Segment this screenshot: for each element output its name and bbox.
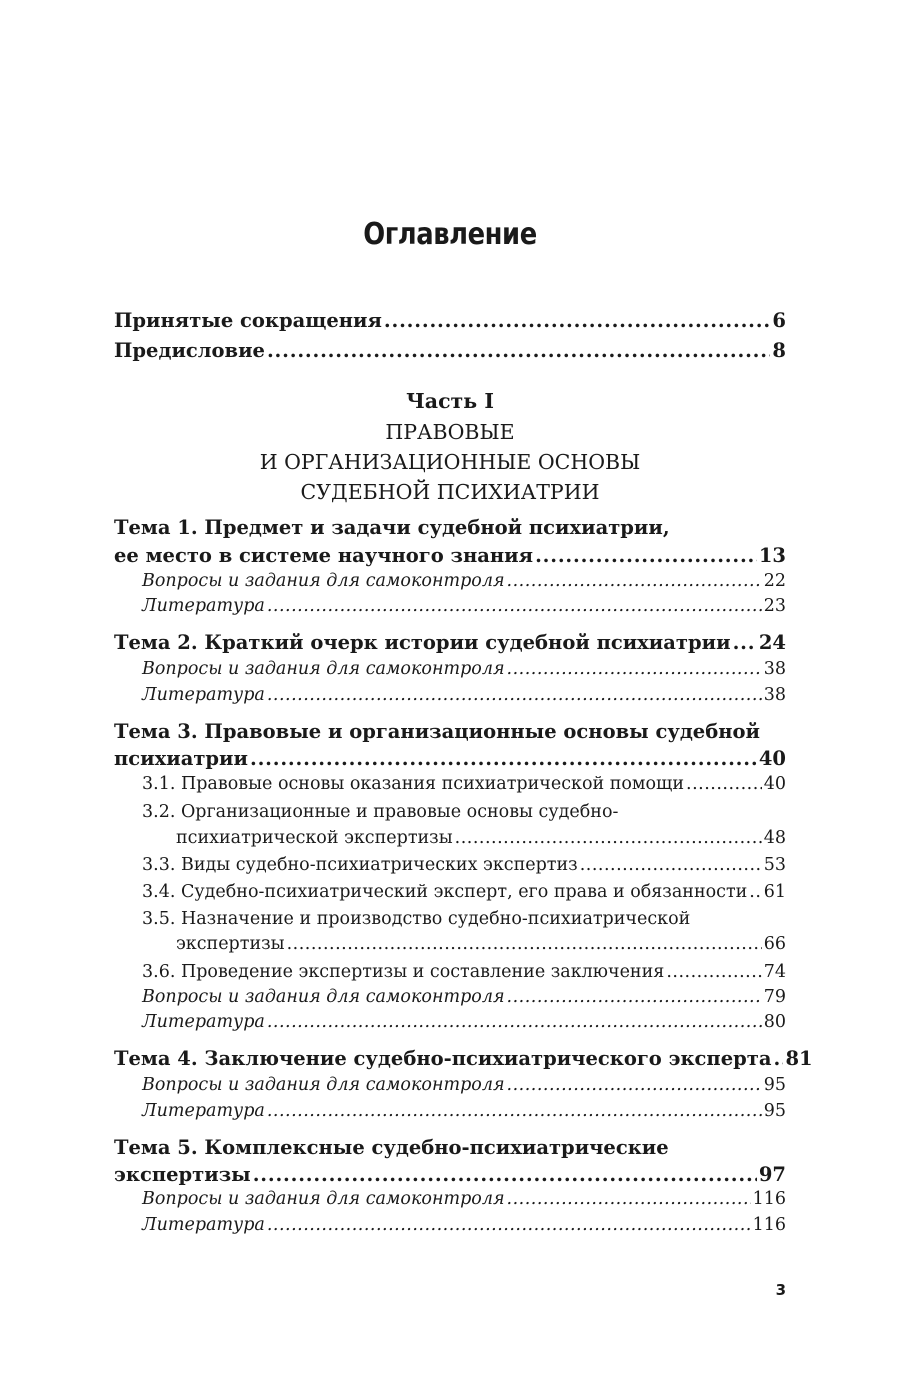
toc-entry-label: ее место в системе научного знания bbox=[114, 544, 534, 567]
section-3-5-title-line1[interactable]: 3.5. Назначение и производство судебно-психиатрической bbox=[142, 909, 691, 929]
toc-entry-label: Литература bbox=[142, 596, 265, 616]
page-title: Оглавление bbox=[363, 217, 537, 252]
toc-entry-topic-4-questions[interactable] bbox=[142, 1075, 786, 1095]
toc-entry-page: 8 bbox=[772, 339, 786, 362]
topic-5-title-line1[interactable]: Тема 5. Комплексные судебно-психиатрические bbox=[114, 1136, 669, 1159]
toc-entry-page: 95 bbox=[763, 1101, 786, 1121]
toc-entry-page: 22 bbox=[763, 571, 786, 591]
leader-dots bbox=[267, 1215, 751, 1235]
leader-dots bbox=[455, 828, 762, 848]
toc-entry-label: Тема 4. Заключение судебно-психиатрического эксперта bbox=[114, 1047, 772, 1070]
leader-dots bbox=[384, 309, 771, 332]
toc-entry-topic-5[interactable] bbox=[114, 1163, 786, 1186]
leader-dots bbox=[267, 596, 762, 616]
toc-entry-label: экспертизы bbox=[176, 934, 285, 954]
toc-entry-label: психиатрии bbox=[114, 747, 248, 770]
toc-entry-label: 3.1. Правовые основы оказания психиатрической помощи bbox=[142, 774, 684, 794]
section-3-2-title-line1[interactable]: 3.2. Организационные и правовые основы судебно- bbox=[142, 802, 619, 822]
leader-dots bbox=[535, 544, 757, 567]
toc-entry-page: 40 bbox=[758, 747, 786, 770]
toc-entry-section-3-4[interactable] bbox=[142, 882, 786, 902]
toc-entry-topic-1[interactable] bbox=[114, 544, 786, 567]
leader-dots bbox=[733, 631, 757, 654]
toc-entry-label: экспертизы bbox=[114, 1163, 251, 1186]
leader-dots bbox=[749, 882, 761, 902]
toc-entry-topic-3-literature[interactable] bbox=[142, 1012, 786, 1032]
leader-dots bbox=[580, 855, 762, 875]
toc-entry-page: 6 bbox=[772, 309, 786, 332]
toc-entry-label: Вопросы и задания для самоконтроля bbox=[142, 659, 505, 679]
topic-1-title-line1[interactable]: Тема 1. Предмет и задачи судебной психиатрии, bbox=[114, 516, 670, 539]
toc-entry-label: Вопросы и задания для самоконтроля bbox=[142, 1189, 505, 1209]
leader-dots bbox=[666, 962, 761, 982]
toc-entry-page: 40 bbox=[763, 774, 786, 794]
toc-entry-label: Литература bbox=[142, 1101, 265, 1121]
toc-entry-label: Вопросы и задания для самоконтроля bbox=[142, 571, 505, 591]
topic-3-title-line1[interactable]: Тема 3. Правовые и организационные основы судебной bbox=[114, 720, 760, 743]
toc-entry-page: 61 bbox=[763, 882, 786, 902]
toc-entry-page: 95 bbox=[763, 1075, 786, 1095]
toc-entry-topic-4-literature[interactable] bbox=[142, 1101, 786, 1121]
toc-entry-topic-2-literature[interactable] bbox=[142, 685, 786, 705]
toc-entry-page: 116 bbox=[752, 1189, 786, 1209]
leader-dots bbox=[507, 987, 762, 1007]
toc-entry-page: 23 bbox=[763, 596, 786, 616]
leader-dots bbox=[267, 1012, 762, 1032]
toc-entry-page: 53 bbox=[763, 855, 786, 875]
toc-entry-topic-3[interactable] bbox=[114, 747, 786, 770]
part-title-line: И ОРГАНИЗАЦИОННЫЕ ОСНОВЫ bbox=[259, 450, 641, 474]
toc-entry-section-3-1[interactable] bbox=[142, 774, 786, 794]
leader-dots bbox=[773, 1047, 783, 1070]
leader-dots bbox=[267, 339, 770, 362]
toc-entry-label: Тема 2. Краткий очерк истории судебной психиатрии bbox=[114, 631, 731, 654]
leader-dots bbox=[287, 934, 762, 954]
toc-entry-label: Литература bbox=[142, 1012, 265, 1032]
toc-entry-label: 3.4. Судебно-психиатрический эксперт, его права и обязанности bbox=[142, 882, 748, 902]
leader-dots bbox=[507, 571, 762, 591]
toc-entry-label: 3.6. Проведение экспертизы и составление заключения bbox=[142, 962, 665, 982]
toc-entry-preface[interactable] bbox=[114, 339, 786, 362]
toc-entry-topic-2[interactable] bbox=[114, 631, 786, 654]
toc-entry-topic-1-literature[interactable] bbox=[142, 596, 786, 616]
toc-entry-page: 38 bbox=[763, 685, 786, 705]
toc-entry-label: психиатрической экспертизы bbox=[176, 828, 453, 848]
toc-entry-section-3-5[interactable] bbox=[176, 934, 786, 954]
toc-entry-label: Вопросы и задания для самоконтроля bbox=[142, 1075, 505, 1095]
part-number: Часть I bbox=[406, 389, 494, 413]
toc-entry-topic-3-questions[interactable] bbox=[142, 987, 786, 1007]
part-title-line: ПРАВОВЫЕ bbox=[385, 420, 515, 444]
leader-dots bbox=[686, 774, 762, 794]
toc-entry-section-3-2[interactable] bbox=[176, 828, 786, 848]
toc-entry-page: 97 bbox=[758, 1163, 786, 1186]
toc-entry-label: Литература bbox=[142, 1215, 265, 1235]
toc-entry-topic-1-questions[interactable] bbox=[142, 571, 786, 591]
toc-entry-page: 48 bbox=[763, 828, 786, 848]
toc-entry-page: 24 bbox=[758, 631, 786, 654]
toc-entry-page: 74 bbox=[763, 962, 786, 982]
toc-entry-page: 66 bbox=[763, 934, 786, 954]
toc-entry-page: 13 bbox=[758, 544, 786, 567]
toc-entry-page: 81 bbox=[785, 1047, 813, 1070]
toc-entry-label: Литература bbox=[142, 685, 265, 705]
leader-dots bbox=[250, 747, 757, 770]
part-title-line: СУДЕБНОЙ ПСИХИАТРИИ bbox=[300, 480, 600, 504]
toc-entry-page: 79 bbox=[763, 987, 786, 1007]
toc-entry-label: Вопросы и задания для самоконтроля bbox=[142, 987, 505, 1007]
leader-dots bbox=[507, 659, 762, 679]
toc-entry-topic-4[interactable] bbox=[114, 1047, 813, 1070]
toc-entry-abbreviations[interactable] bbox=[114, 309, 786, 332]
leader-dots bbox=[507, 1075, 762, 1095]
toc-entry-page: 116 bbox=[752, 1215, 786, 1235]
toc-entry-page: 80 bbox=[763, 1012, 786, 1032]
leader-dots bbox=[507, 1189, 751, 1209]
leader-dots bbox=[267, 685, 762, 705]
toc-entry-topic-2-questions[interactable] bbox=[142, 659, 786, 679]
toc-entry-label: Предисловие bbox=[114, 339, 265, 362]
toc-entry-page: 38 bbox=[763, 659, 786, 679]
toc-entry-section-3-6[interactable] bbox=[142, 962, 786, 982]
toc-entry-label: Принятые сокращения bbox=[114, 309, 382, 332]
leader-dots bbox=[253, 1163, 757, 1186]
toc-entry-topic-5-questions[interactable] bbox=[142, 1189, 786, 1209]
toc-entry-section-3-3[interactable] bbox=[142, 855, 786, 875]
toc-entry-topic-5-literature[interactable] bbox=[142, 1215, 786, 1235]
page-number: 3 bbox=[775, 1281, 786, 1299]
toc-entry-label: 3.3. Виды судебно-психиатрических экспертиз bbox=[142, 855, 578, 875]
leader-dots bbox=[267, 1101, 762, 1121]
